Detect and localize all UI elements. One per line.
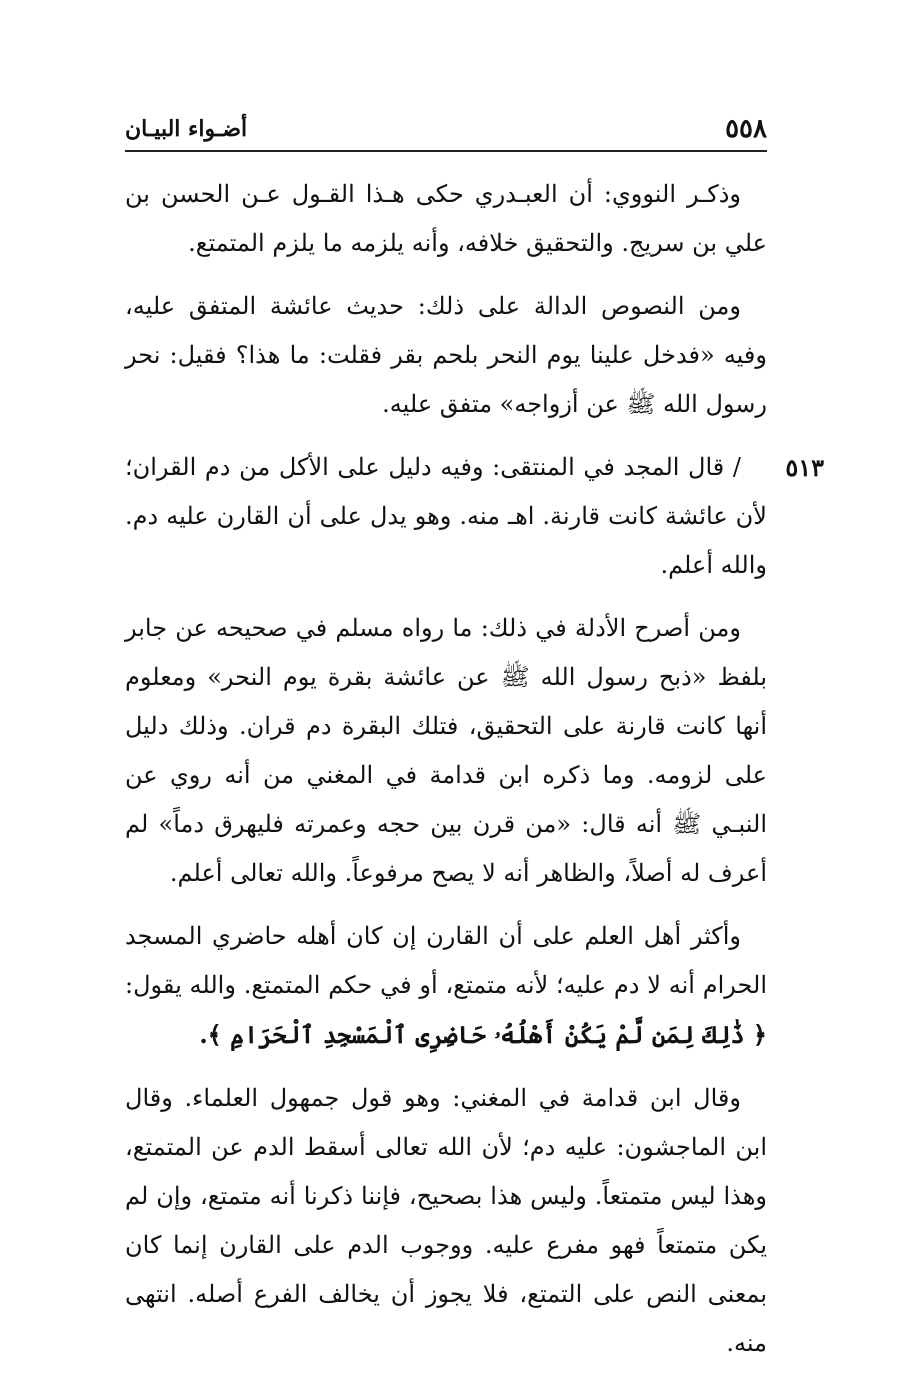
paragraph-majority-text: وأكثر أهل العلم على أن القارن إن كان أهله حاضري المسجد الحرام أنه لا دم عليه؛ لأنه متمتع، أو في حكم المتمتع. والله يقول: — [125, 922, 767, 999]
paragraph-clearest-evidence: ومن أصرح الأدلة في ذلك: ما رواه مسلم في صحيحه عن جابر بلفظ «ذبح رسول الله ﷺ عن عائشة بقرة يوم النحر» ومعلوم أنها كانت قارنة على التحقيق، فتلك البقرة دم قران. وذلك دليل على لزومه. وما ذكره ابن قدامة في المغني من أنه روي عن النبـي ﷺ أنه قال: «من قرن بين حجه وعمرته فليهرق دماً» لم أعرف له أصلاً، والظاهر أنه لا يصح مرفوعاً. والله تعالى أعلم. — [125, 614, 768, 887]
paragraph-nawawi: وذكـر النووي: أن العبـدري حكى هـذا القـول عـن الحسن بن علي بن سريج. والتحقيق خلافه، وأنه يلزمه ما يلزم المتمتع. — [125, 180, 767, 257]
page-header — [125, 112, 767, 148]
page-body — [125, 170, 824, 1382]
paragraph-majd-text: / قال المجد في المنتقى: وفيه دليل على الأكل من دم القران؛ لأن عائشة كانت قارنة. اهـ منه. وهو يدل على أن القارن عليه دم. والله أعلم. — [125, 453, 767, 579]
header-divider — [125, 150, 767, 152]
paragraph-majority-scholars — [125, 912, 767, 1060]
paragraph-aisha-hadith: ومن النصوص الدالة على ذلك: حديث عائشة المتفق عليه، وفيه «فدخل علينا يوم النحر بلحم بقر فقلت: ما هذا؟ فقيل: نحر رسول الله ﷺ عن أزواجه» متفق عليه. — [125, 292, 767, 418]
quran-verse: ﴿ ذَٰلِكَ لِمَن لَّمْ يَكُنْ أَهْلُهُۥ حَاضِرِى ٱلْمَسْجِدِ ٱلْحَرَامِ ﴾. — [199, 1020, 767, 1049]
margin-page-number: ٥١٣ — [785, 453, 824, 482]
paragraph-ibn-qudama: وقال ابن قدامة في المغني: وهو قول جمهول العلماء. وقال ابن الماجشون: عليه دم؛ لأن الله تعالى أسقط الدم عن المتمتع، وهذا ليس متمتعاً. وليس هذا بصحيح، فإننا ذكرنا أنه متمتع، وإن لم يكن متمتعاً فهو مفرع عليه. ووجوب الدم على القارن إنما كان بمعنى النص على التمتع، فلا يجوز أن يخالف الفرع أصله. انتهى منه. — [125, 1084, 767, 1357]
paragraph-majd — [125, 443, 824, 590]
page-number: ٥٥٨ — [725, 114, 767, 144]
running-title: أضـواء البيـان — [125, 116, 248, 142]
